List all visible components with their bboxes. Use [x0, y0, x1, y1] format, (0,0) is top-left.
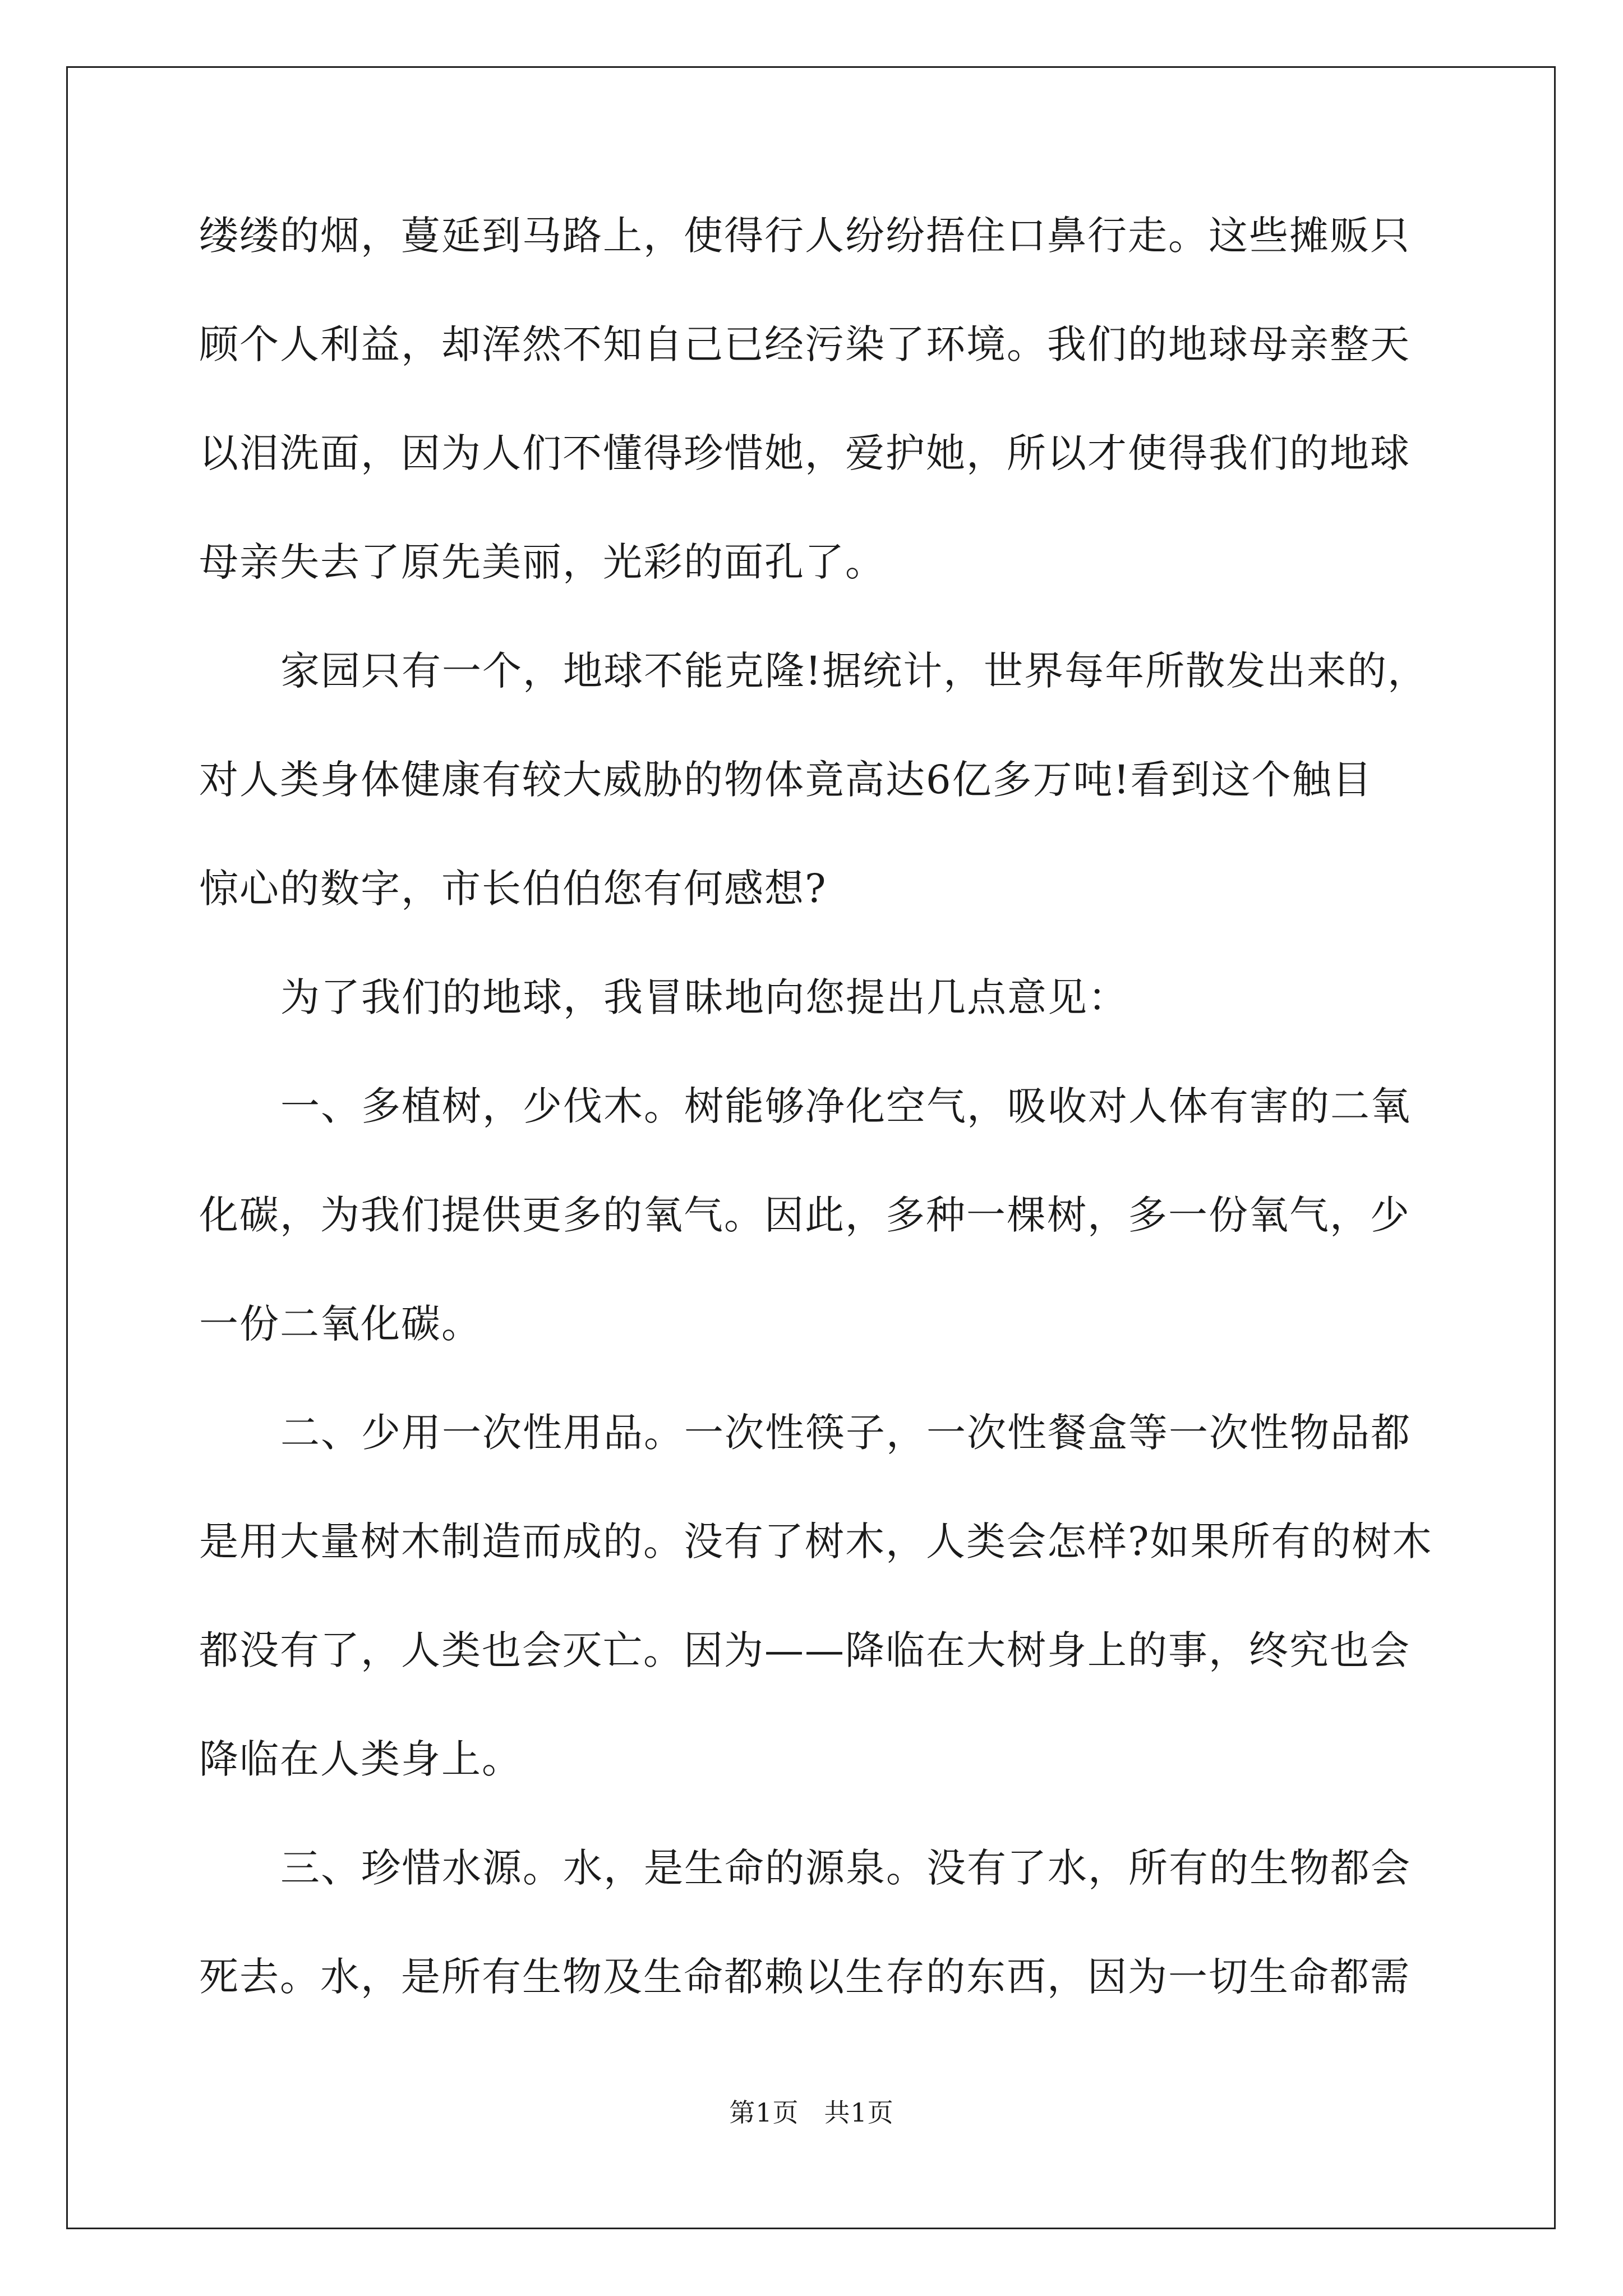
text-line: 缕缕的烟，蔓延到马路上，使得行人纷纷捂住口鼻行走。这些摊贩只 [199, 213, 1410, 259]
document-body [199, 208, 1433, 2058]
text-line: 都没有了，人类也会灭亡。因为——降临在大树身上的事，终究也会 [199, 1627, 1410, 1673]
text-line: 化碳，为我们提供更多的氧气。因此，多种一棵树，多一份氧气，少 [199, 1192, 1410, 1238]
text-line: 顾个人利益，却浑然不知自己已经污染了环境。我们的地球母亲整天 [199, 321, 1410, 367]
text-line: 一份二氧化碳。 [199, 1301, 482, 1347]
text-line: 对人类身体健康有较大威胁的物体竟高达6亿多万吨!看到这个触目 [199, 757, 1373, 803]
paragraph-first-line: 一、多植树，少伐木。树能够净化空气，吸收对人体有害的二氧 [280, 1083, 1411, 1129]
text-line: 降临在人类身上。 [199, 1736, 522, 1782]
text-line: 是用大量树木制造而成的。没有了树木，人类会怎样?如果所有的树木 [199, 1519, 1433, 1565]
paragraph-first-line: 家园只有一个，地球不能克隆!据统计，世界每年所散发出来的， [280, 648, 1428, 694]
paragraph-first-line: 为了我们的地球，我冒昧地向您提出几点意见： [280, 974, 1128, 1020]
text-line: 惊心的数字，市长伯伯您有何感想? [199, 866, 827, 912]
paragraph-first-line: 二、少用一次性用品。一次性筷子，一次性餐盒等一次性物品都 [280, 1410, 1411, 1456]
text-line: 母亲失去了原先美丽，光彩的面孔了。 [199, 539, 886, 585]
text-line: 死去。水，是所有生物及生命都赖以生存的东西，因为一切生命都需 [199, 1954, 1410, 2000]
page-number: 第1页 [729, 2097, 799, 2128]
page-total: 共1页 [824, 2097, 894, 2128]
page-footer [0, 2096, 1623, 2129]
text-line: 以泪洗面，因为人们不懂得珍惜她，爱护她，所以才使得我们的地球 [199, 430, 1410, 476]
paragraph-first-line: 三、珍惜水源。水，是生命的源泉。没有了水，所有的生物都会 [280, 1845, 1411, 1891]
